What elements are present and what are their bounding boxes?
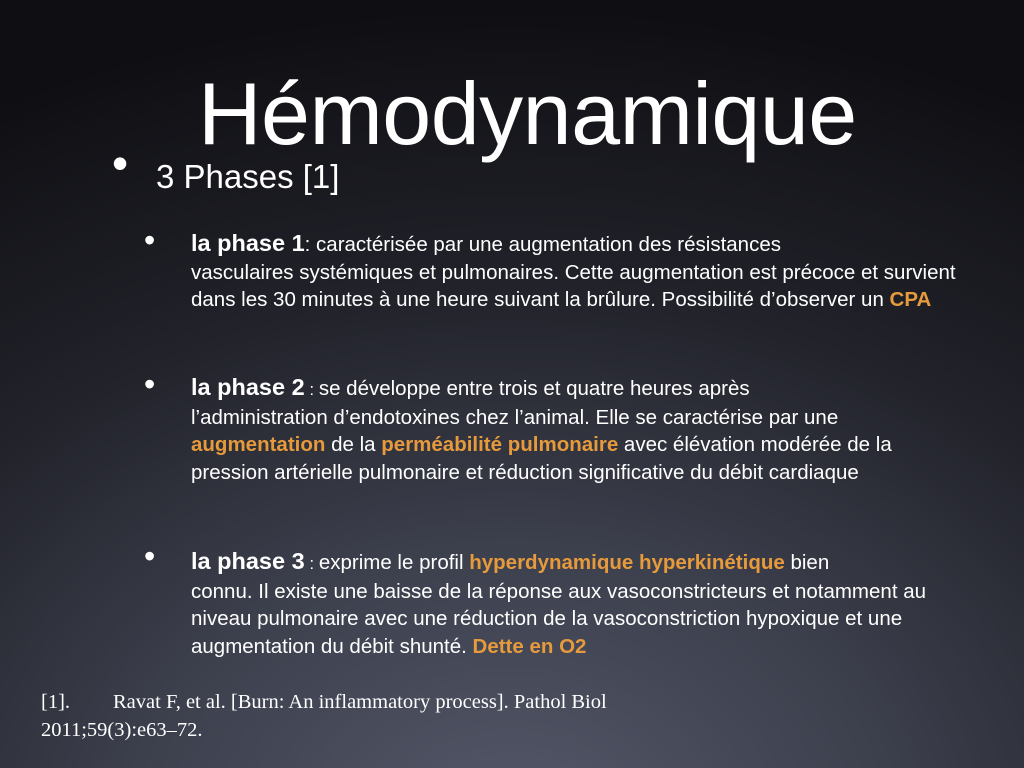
phase2-bullet: • (144, 366, 156, 402)
phase2-text-a: l’administration d’endotoxines chez l’animal. Elle se caractérise par une (191, 405, 839, 429)
slide-title: Hémodynamique (198, 64, 857, 163)
phase1-text: vasculaires systémiques et pulmonaires. Cette augmentation est précoce et survient dans les 30 minutes à une heure suivant la brûlure. Possibilité d’observer un (191, 260, 956, 311)
phase3-text: connu. Il existe une baisse de la réponse aux vasoconstricteurs et notamment au niveau pulmonaire avec une réduction de la vasoconstriction hypoxique et une augmentation du débit shunté. (191, 579, 927, 658)
phase1-sep: : (304, 233, 311, 256)
level1-text (118, 158, 339, 196)
phase2-highlight-permeabilite: perméabilité pulmonaire (381, 433, 619, 456)
reference (41, 688, 607, 744)
phase3-item (191, 548, 961, 660)
phase3-first-line-a: exprime le profil (318, 551, 470, 574)
reference-line1: Ravat F, et al. [Burn: An inflammatory process]. Pathol Biol (113, 691, 607, 713)
phase3-first-line-b: bien (784, 551, 830, 574)
phase2-text-c: avec élévation modérée de la pression artérielle pulmonaire et réduction significative du débit cardiaque (191, 433, 892, 484)
phase3-highlight-hyperdynamique: hyperdynamique hyperkinétique (469, 551, 785, 574)
phase3-highlight-dette: Dette en O2 (472, 634, 587, 658)
phase1-lead: la phase 1 (191, 230, 305, 256)
phase3-sep: : (304, 554, 319, 573)
phase2-sep: : (304, 380, 319, 399)
reference-line2: 2011;59(3):e63–72. (41, 719, 203, 741)
phase2-lead: la phase 2 (191, 374, 305, 400)
level1-bullet: • (112, 137, 129, 189)
phase1-first-line: caractérisée par une augmentation des résistances (310, 233, 781, 256)
phase2-first-line: se développe entre trois et quatre heures après (318, 377, 750, 400)
phase3-lead: la phase 3 (191, 548, 305, 574)
phase2-item (191, 374, 961, 486)
phase3-bullet: • (144, 538, 156, 574)
phase2-highlight-augmentation: augmentation (191, 433, 326, 456)
phase1-bullet: • (144, 222, 156, 258)
phase2-text-b: de la (325, 433, 382, 456)
phase1-highlight-cpa: CPA (889, 288, 932, 311)
level1-label: 3 Phases [1] (156, 158, 340, 195)
reference-number: [1]. (41, 691, 71, 713)
phase1-item (191, 230, 961, 314)
